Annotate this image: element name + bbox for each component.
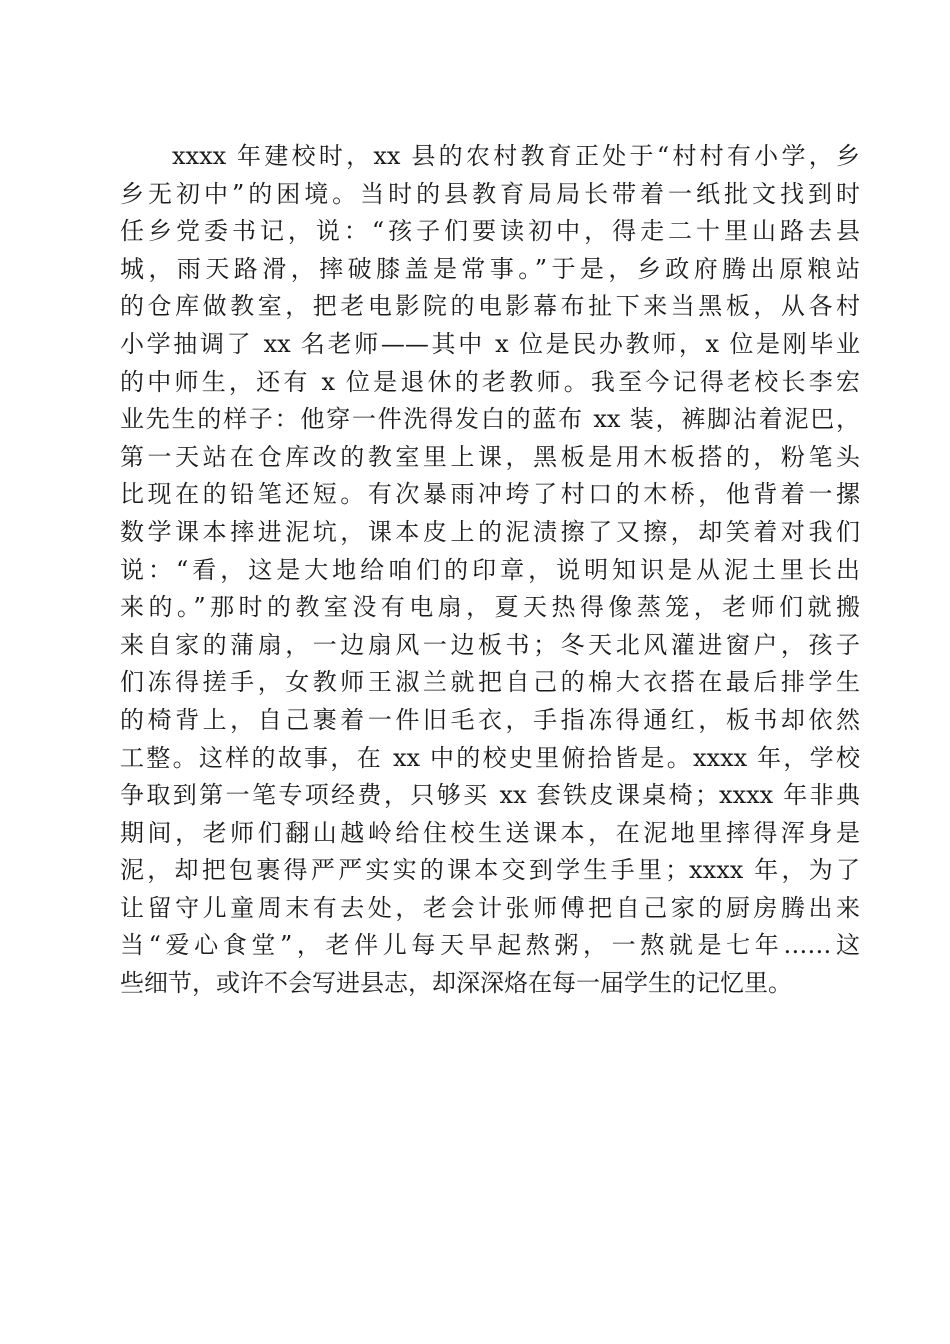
paragraph-line: 比现在的铅笔还短。有次暴雨冲垮了村口的木桥，他背着一摞 bbox=[120, 480, 860, 509]
paragraph-line: 当“爱心食堂”，老伴儿每天早起熬粥，一熬就是七年……这 bbox=[120, 931, 860, 960]
paragraph-line: 第一天站在仓库改的教室里上课，黑板是用木板搭的，粉笔头 bbox=[120, 442, 860, 471]
paragraph-line: 让留守儿童周末有去处，老会计张师傅把自己家的厨房腾出来 bbox=[120, 893, 860, 922]
body-paragraph bbox=[120, 138, 860, 1003]
paragraph-line: 期间，老师们翻山越岭给住校生送课本，在泥地里摔得浑身是 bbox=[120, 818, 860, 847]
paragraph-line: 小学抽调了 xx 名老师——其中 x 位是民办教师，x 位是刚毕业 bbox=[120, 329, 860, 358]
paragraph-line: 乡无初中”的困境。当时的县教育局局长带着一纸批文找到时 bbox=[120, 179, 860, 208]
paragraph-line: 数学课本摔进泥坑，课本皮上的泥渍擦了又擦，却笑着对我们 bbox=[120, 517, 860, 546]
paragraph-line: 些细节，或许不会写进县志，却深深烙在每一届学生的记忆里。 bbox=[120, 969, 792, 998]
paragraph-line: 的椅背上，自己裹着一件旧毛衣，手指冻得通红，板书却依然 bbox=[120, 705, 860, 734]
paragraph-line: 城，雨天路滑，摔破膝盖是常事。”于是，乡政府腾出原粮站 bbox=[120, 254, 860, 283]
paragraph-line: xxxx 年建校时，xx 县的农村教育正处于“村村有小学，乡 bbox=[172, 142, 860, 170]
paragraph-line: 工整。这样的故事，在 xx 中的校史里俯拾皆是。xxxx 年，学校 bbox=[120, 743, 860, 772]
paragraph-line: 们冻得搓手，女教师王淑兰就把自己的棉大衣搭在最后排学生 bbox=[120, 668, 860, 697]
paragraph-line: 的中师生，还有 x 位是退休的老教师。我至今记得老校长李宏 bbox=[120, 367, 860, 396]
paragraph-line: 泥，却把包裹得严严实实的课本交到学生手里；xxxx 年，为了 bbox=[120, 856, 860, 885]
paragraph-line: 来自家的蒲扇，一边扇风一边板书；冬天北风灌进窗户，孩子 bbox=[120, 630, 860, 659]
paragraph-line: 争取到第一笔专项经费，只够买 xx 套铁皮课桌椅；xxxx 年非典 bbox=[120, 781, 860, 810]
paragraph-line: 任乡党委书记，说：“孩子们要读初中，得走二十里山路去县 bbox=[120, 217, 860, 246]
paragraph-line: 的仓库做教室，把老电影院的电影幕布扯下来当黑板，从各村 bbox=[120, 292, 860, 321]
paragraph-line: 业先生的样子：他穿一件洗得发白的蓝布 xx 装，裤脚沾着泥巴， bbox=[120, 405, 860, 434]
paragraph-line: 来的。”那时的教室没有电扇，夏天热得像蒸笼，老师们就搬 bbox=[120, 593, 860, 622]
paragraph-line: 说：“看，这是大地给咱们的印章，说明知识是从泥土里长出 bbox=[120, 555, 860, 584]
